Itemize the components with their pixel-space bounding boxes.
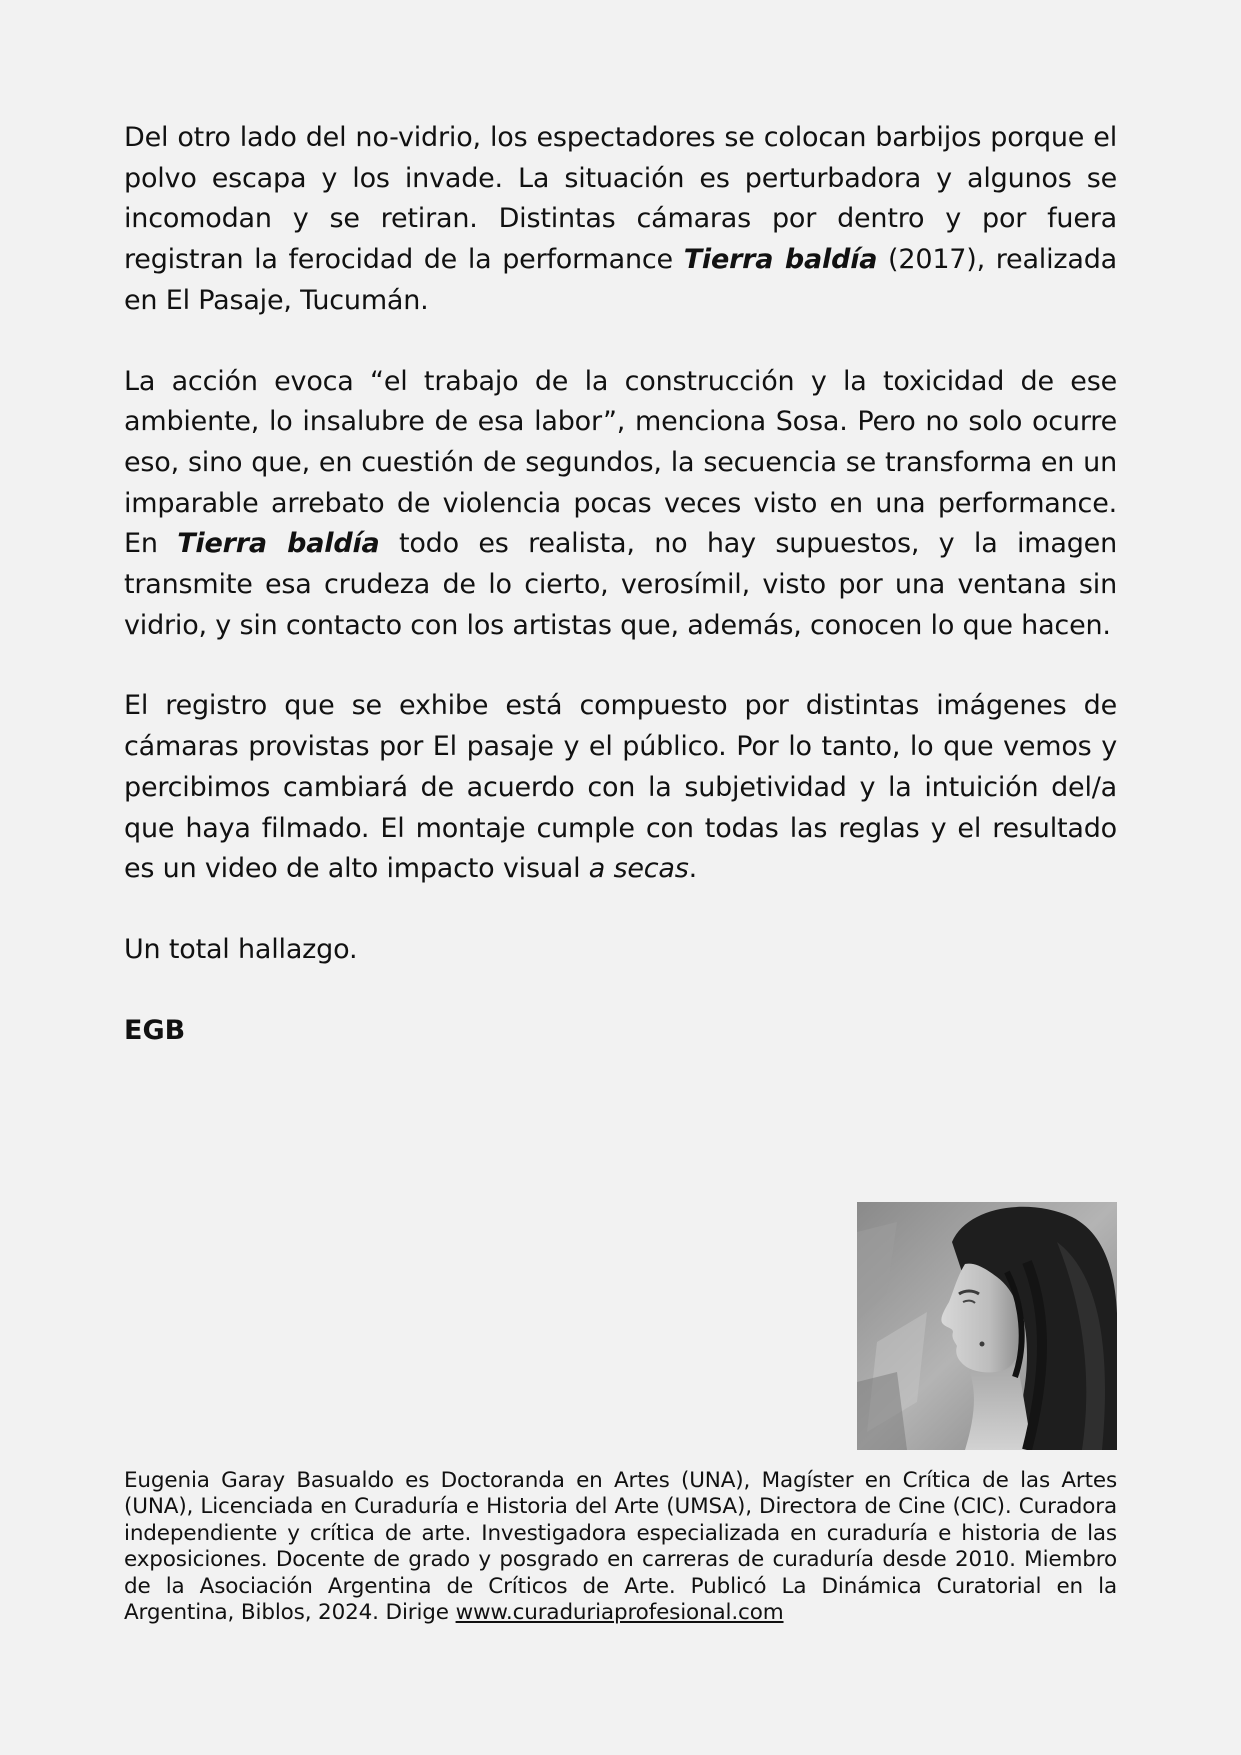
paragraph-2-text-end: todo es realista, no hay supuestos, y la imagen transmite esa crudeza de lo cierto, verosímil, visto por una ventana sin vidrio, y sin contacto con los artistas que, además, conocen lo que hacen. [124, 528, 1117, 641]
paragraph-4: Un total hallazgo. [124, 933, 358, 965]
paragraph-1 [124, 118, 1117, 322]
emphasis-text: a secas [588, 853, 689, 885]
paragraph-1-text: Del otro lado del no-vidrio, los espectadores se colocan barbijos porque el polvo escapa y los invade. La situación es perturbadora y algunos se incomodan y se retiran. Distintas cámaras por dentro y por fuera registran la ferocidad de la performance [124, 122, 1117, 276]
article-body [124, 118, 1117, 1051]
paragraph-3-text: El registro que se exhibe está compuesto por distintas imágenes de cámaras provistas por El pasaje y el público. Por lo tanto, lo que vemos y percibimos cambiará de acuerdo con la subjetividad y la intuición del/a que haya filmado. El montaje cumple con todas las reglas y el resultado es un video de alto impacto visual [124, 690, 1117, 885]
author-portrait-photo [857, 1202, 1117, 1450]
work-title: Tierra baldía [683, 244, 878, 276]
author-bio-text: Eugenia Garay Basualdo es Doctoranda en Artes (UNA), Magíster en Crítica de las Artes (UNA), Licenciada en Curaduría e Historia del Arte (UMSA), Directora de Cine (CIC). Curadora independiente y crítica de arte. Investigadora especializada en curaduría e historia de las exposiciones. Docente de grado y posgrado en carreras de curaduría desde 2010. Miembro de la Asociación Argentina de Críticos de Arte. Publicó La Dinámica Curatorial en la Argentina, Biblos, 2024. Dirige [124, 1468, 1117, 1626]
paragraph-2 [124, 362, 1117, 647]
website-link[interactable]: www.curaduriaprofesional.com [455, 1600, 784, 1626]
author-bio [124, 1468, 1117, 1626]
paragraph-3 [124, 686, 1117, 890]
author-signature: EGB [124, 1014, 186, 1046]
work-title: Tierra baldía [177, 528, 380, 560]
paragraph-2-text: La acción evoca “el trabajo de la construcción y la toxicidad de ese ambiente, lo insalubre de esa labor”, menciona Sosa. Pero no solo ocurre eso, sino que, en cuestión de segundos, la secuencia se transforma en un imparable arrebato de violencia pocas veces visto en una performance. En [124, 365, 1117, 560]
paragraph-3-text-end: . [688, 853, 698, 885]
paragraph-1-text-end: (2017), realizada en El Pasaje, Tucumán. [124, 244, 1118, 316]
